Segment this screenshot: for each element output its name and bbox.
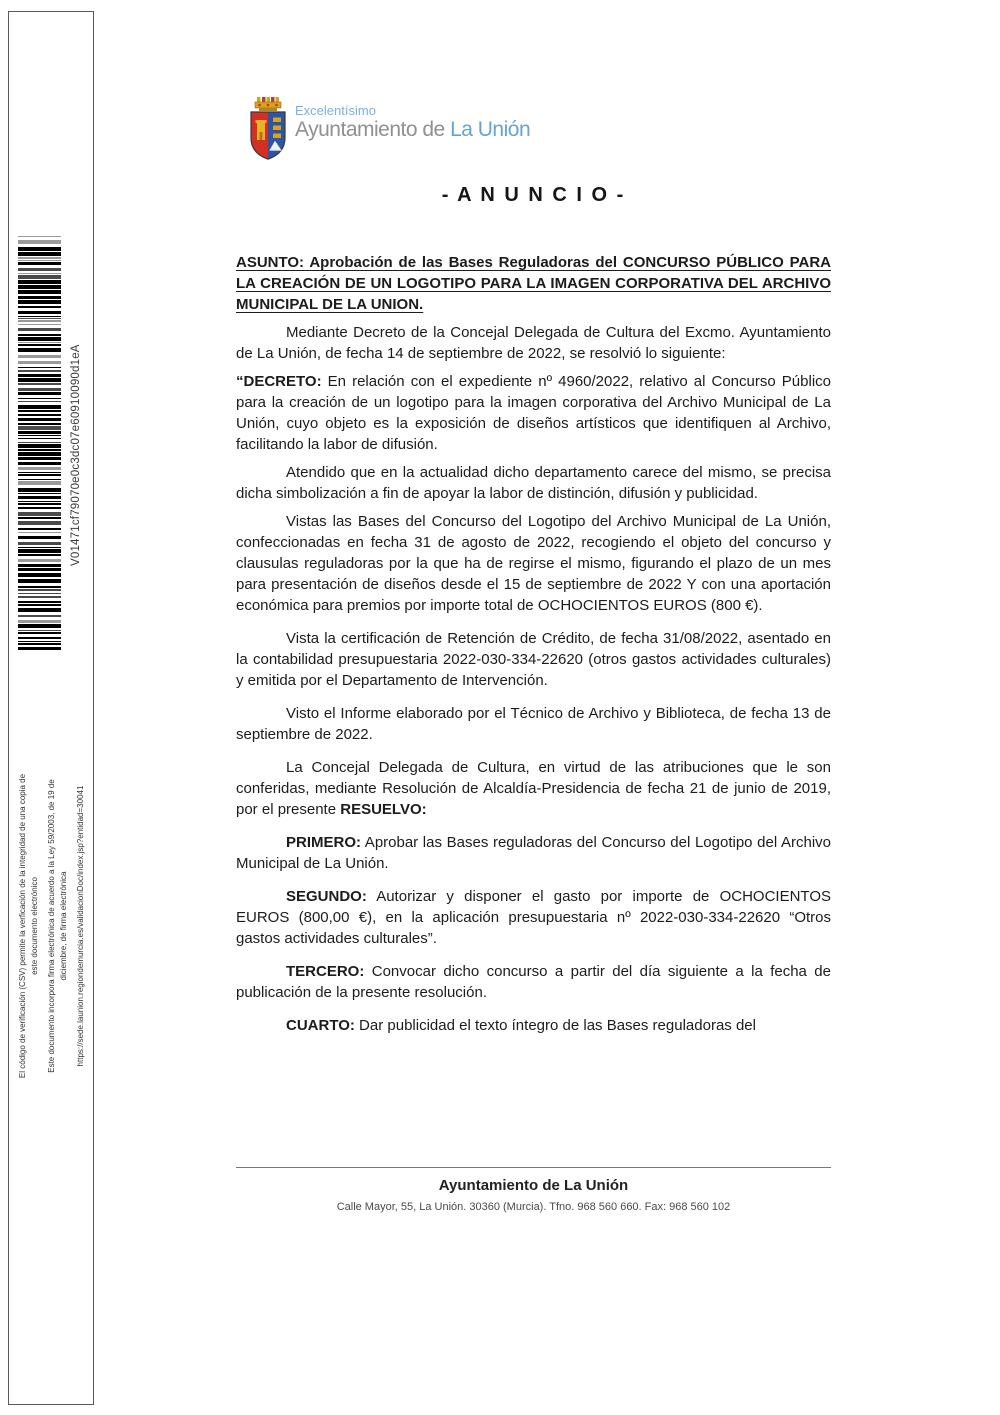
paragraph-asunto: ASUNTO: Aprobación de las Bases Reguladoras del CONCURSO PÚBLICO PARA LA CREACIÓN DE UN LOGOTIPO PARA LA IMAGEN CORPORATIVA DEL ARCHIVO MUNICIPAL DE LA UNION. xyxy=(236,254,831,313)
paragraph-vistas: Vistas las Bases del Concurso del Logotipo del Archivo Municipal de La Unión, confeccionadas en fecha 31 de agosto de 2022, recogiendo el objeto del concurso y clausulas reguladoras por la que ha de regirse el mismo, figurando el plazo de un mes para presentación de diseños desde el 15 de septiembre de 2022 Y con una aportación económica para premios por importe total de OCHOCIENTOS EUROS (800 €). xyxy=(236,513,831,614)
paragraph-resuelvo: La Concejal Delegada de Cultura, en virtud de las atribuciones que le son conferidas, mediante Resolución de Alcaldía-Presidencia de fecha 21 de junio de 2019, por el presente RESUELVO: xyxy=(236,759,831,818)
logo-subtitle: Excelentísimo xyxy=(295,103,376,118)
verification-url: https://sede.launion.regiondemurcia.es/validacionDoc/index.jsp?entidad=30041 xyxy=(76,785,85,1067)
legal-line-3: Este documento incorpora firma electrónica de acuerdo a la Ley 59/2003, de 19 de xyxy=(47,779,56,1073)
paragraph-primero: PRIMERO: Aprobar las Bases reguladoras del Concurso del Logotipo del Archivo Municipal de La Unión. xyxy=(236,834,831,872)
csv-code-text: V01471cf79070e0c3dc07e60910090d1eA xyxy=(70,344,82,566)
paragraph-visto-informe: Visto el Informe elaborado por el Técnico de Archivo y Biblioteca, de fecha 13 de septiembre de 2022. xyxy=(236,705,831,743)
barcode xyxy=(18,236,61,656)
legal-text-rotated xyxy=(17,696,85,1156)
paragraph-atendido: Atendido que en la actualidad dicho departamento carece del mismo, se precisa dicha simbolización a fin de apoyar la labor de distinción, difusión y publicidad. xyxy=(236,464,831,502)
logo-title-accent: La Unión xyxy=(450,118,531,141)
municipality-logo xyxy=(247,96,530,162)
verification-sidebar xyxy=(8,11,94,1405)
csv-code-rotated xyxy=(63,336,89,566)
footer-organization: Ayuntamiento de La Unión xyxy=(438,1177,629,1194)
legal-line-4: diciembre, de firma electrónica xyxy=(59,871,68,981)
logo-title: Ayuntamiento de La Unión xyxy=(295,118,531,141)
document-body xyxy=(236,252,831,1043)
footer-address: Calle Mayor, 55, La Unión. 30360 (Murcia). Tfno. 968 560 660. Fax: 968 560 102 xyxy=(336,1201,731,1213)
legal-line-2: este documento electrónico xyxy=(30,877,39,975)
coat-of-arms-icon xyxy=(247,96,289,162)
paragraph-vista-certificacion: Vista la certificación de Retención de Crédito, de fecha 31/08/2022, asentado en la contabilidad presupuestaria 2022-030-334-22620 (otros gastos actividades culturales) y emitida por el Departamento de Intervención. xyxy=(236,630,831,689)
paragraph-cuarto: CUARTO: Dar publicidad el texto íntegro de las Bases reguladoras del xyxy=(286,1017,756,1034)
page-footer xyxy=(236,1167,831,1213)
paragraph-mediante: Mediante Decreto de la Concejal Delegada de Cultura del Excmo. Ayuntamiento de La Unión, de fecha 14 de septiembre de 2022, se resolvió lo siguiente: xyxy=(236,324,831,362)
page-title: - A N U N C I O - xyxy=(441,184,626,206)
paragraph-decreto: “DECRETO: En relación con el expediente nº 4960/2022, relativo al Concurso Público para la creación de un logotipo para la imagen corporativa del Archivo Municipal de La Unión, cuyo objeto es la exposición de diseños artísticos que identifiquen al Archivo, facilitando la labor de difusión. xyxy=(236,373,831,453)
paragraph-tercero: TERCERO: Convocar dicho concurso a partir del día siguiente a la fecha de publicación de la presente resolución. xyxy=(236,963,831,1001)
legal-line-1: El código de verificación (CSV) permite la verficación de la integridad de una copia de xyxy=(18,773,27,1079)
paragraph-segundo: SEGUNDO: Autorizar y disponer el gasto por importe de OCHOCIENTOS EUROS (800,00 €), en la aplicación presupuestaria nº 2022-030-334-22620 “Otros gastos actividades culturales”. xyxy=(236,888,831,947)
